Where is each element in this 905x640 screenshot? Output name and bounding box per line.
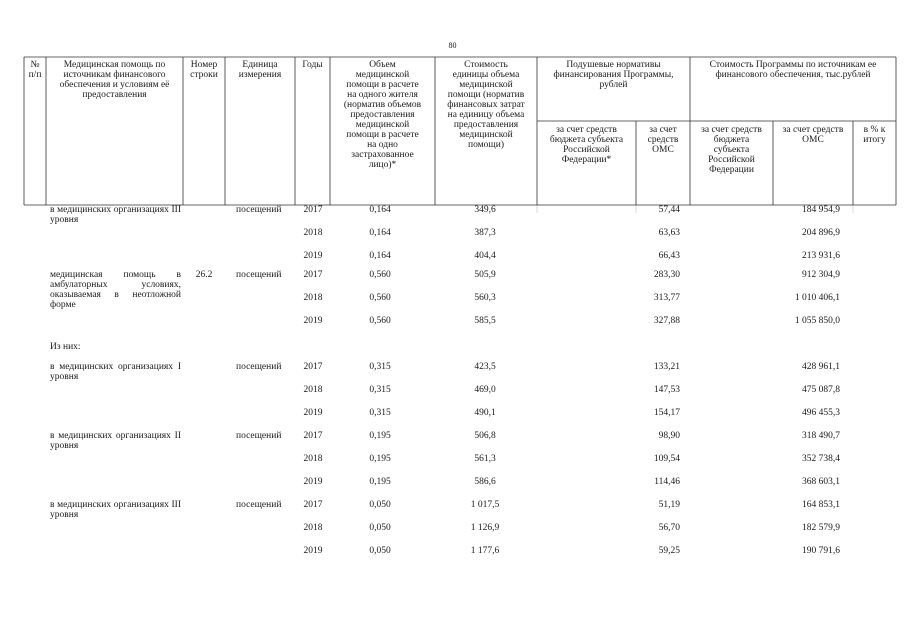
unit-cost-value: 469,0 [474, 385, 496, 395]
row-description: в медицинских организациях III уровня [50, 205, 181, 225]
header-line: помощи) [468, 140, 504, 150]
unit-cost-value: 506,8 [474, 431, 496, 441]
row-number: 26.2 [195, 270, 213, 280]
volume-value: 0,560 [369, 293, 391, 303]
unit-label: посещений [236, 362, 282, 372]
header-line: финансовых затрат [447, 100, 525, 110]
header-program-percent [853, 125, 896, 145]
volume-value: 0,315 [369, 385, 391, 395]
volume-value: 0,050 [369, 500, 391, 510]
header-volume-column [330, 60, 435, 170]
header-line: Стоимость [464, 60, 508, 70]
header-line: единицы объема [452, 70, 520, 80]
header-line: источникам финансового [63, 70, 166, 80]
header-line: в % к [863, 125, 886, 135]
header-per-capita-oms [636, 125, 690, 155]
row-description: в медицинских организациях III уровня [50, 500, 181, 520]
header-line: Подушевые нормативы [566, 60, 661, 70]
header-line: обеспечения и условиям её [59, 80, 170, 90]
header-years-column [295, 60, 330, 70]
unit-cost-value: 404,4 [474, 251, 496, 261]
header-line: бюджета субъекта [549, 135, 624, 145]
volume-value: 0,560 [369, 316, 391, 326]
year-value: 2017 [303, 205, 323, 215]
header-line: Российской [563, 145, 610, 155]
volume-value: 0,315 [369, 408, 391, 418]
program-oms-value: 496 455,3 [802, 408, 840, 418]
unit-label: посещений [236, 205, 282, 215]
header-line: Номер [190, 60, 218, 70]
header-unit-column [225, 60, 295, 80]
oms-per-capita-value: 109,54 [653, 454, 680, 464]
unit-label: посещений [236, 500, 282, 510]
unit-cost-value: 1 017,5 [470, 500, 500, 510]
unit-cost-value: 387,3 [474, 228, 496, 238]
oms-per-capita-value: 57,44 [658, 205, 680, 215]
header-line: средств [647, 135, 679, 145]
unit-cost-value: 505,9 [474, 270, 496, 280]
year-value: 2019 [303, 408, 323, 418]
oms-per-capita-value: 147,53 [653, 385, 680, 395]
oms-per-capita-value: 114,46 [654, 477, 680, 487]
oms-per-capita-value: 313,77 [653, 293, 680, 303]
header-line: медицинской [459, 80, 513, 90]
volume-value: 0,315 [369, 362, 391, 372]
header-line: № [30, 60, 40, 70]
header-line: предоставления [350, 110, 415, 120]
header-line: субъекта [713, 145, 750, 155]
header-line: на одно [367, 140, 398, 150]
header-line: помощи в расчете [346, 80, 419, 90]
year-value: 2019 [303, 546, 323, 556]
header-line: п/п [28, 70, 42, 80]
header-per-capita-budget [537, 125, 636, 165]
row-description: в медицинских организациях II уровня [50, 431, 181, 451]
year-value: 2017 [303, 270, 323, 280]
program-oms-value: 182 579,9 [802, 523, 840, 533]
year-value: 2018 [303, 454, 323, 464]
year-value: 2018 [303, 228, 323, 238]
header-line: Объем [369, 60, 396, 70]
program-oms-value: 1 010 406,1 [794, 293, 840, 303]
year-value: 2019 [303, 251, 323, 261]
year-value: 2019 [303, 316, 323, 326]
header-line: финансирования Программы, [553, 70, 674, 80]
year-value: 2018 [303, 293, 323, 303]
unit-cost-value: 585,5 [474, 316, 496, 326]
header-medical-care-column [46, 60, 183, 100]
header-line: за счет [649, 125, 677, 135]
program-oms-value: 368 603,1 [802, 477, 840, 487]
oms-per-capita-value: 327,88 [653, 316, 680, 326]
unit-cost-value: 561,3 [474, 454, 496, 464]
header-line: Стоимость Программы по источникам ее [709, 60, 877, 70]
header-line: предоставления [82, 90, 147, 100]
year-value: 2018 [303, 523, 323, 533]
header-program-oms [773, 125, 853, 145]
header-line: ОМС [652, 145, 674, 155]
unit-cost-value: 349,6 [474, 205, 496, 215]
header-line: помощи в расчете [346, 130, 419, 140]
header-line: Медицинская помощь по [63, 60, 166, 70]
header-line: на одного жителя [347, 90, 418, 100]
header-line: лицо)* [368, 160, 397, 170]
header-line: рублей [599, 80, 628, 90]
volume-value: 0,195 [369, 431, 391, 441]
header-line: за счет средств [556, 125, 617, 135]
year-value: 2018 [303, 385, 323, 395]
program-oms-value: 475 087,8 [802, 385, 840, 395]
header-line: (норматив объемов [343, 100, 422, 110]
oms-per-capita-value: 66,43 [658, 251, 680, 261]
program-oms-value: 164 853,1 [802, 500, 840, 510]
unit-cost-value: 586,6 [474, 477, 496, 487]
volume-value: 0,164 [369, 228, 391, 238]
oms-per-capita-value: 56,70 [658, 523, 680, 533]
header-unit-cost-column [435, 60, 537, 150]
volume-value: 0,560 [369, 270, 391, 280]
header-program-budget [690, 125, 773, 175]
program-oms-value: 318 490,7 [802, 431, 840, 441]
row-description: в медицинских организациях I уровня [50, 362, 181, 382]
year-value: 2019 [303, 477, 323, 487]
header-line: бюджета [713, 135, 750, 145]
header-per-capita-group [537, 60, 690, 90]
volume-value: 0,050 [369, 546, 391, 556]
volume-value: 0,195 [369, 477, 391, 487]
header-line: медицинской [355, 70, 410, 80]
program-oms-value: 184 954,9 [802, 205, 840, 215]
year-value: 2017 [303, 362, 323, 372]
header-line: Годы [302, 60, 323, 70]
header-line: медицинской [355, 120, 410, 130]
oms-per-capita-value: 59,25 [658, 546, 680, 556]
oms-per-capita-value: 63,63 [658, 228, 680, 238]
unit-cost-value: 1 126,9 [470, 523, 500, 533]
unit-cost-value: 1 177,6 [470, 546, 500, 556]
program-oms-value: 204 896,9 [802, 228, 840, 238]
program-oms-value: 352 738,4 [802, 454, 840, 464]
header-line: помощи (норматив [447, 90, 525, 100]
program-oms-value: 428 961,1 [802, 362, 840, 372]
volume-value: 0,195 [369, 454, 391, 464]
header-line: Федерации* [561, 155, 612, 165]
header-line: на единицу объема [447, 110, 525, 120]
header-line: застрахованное [351, 150, 414, 160]
oms-per-capita-value: 154,17 [653, 408, 680, 418]
header-program-cost-group [690, 60, 896, 80]
header-line: Федерации [709, 165, 754, 175]
unit-cost-value: 423,5 [474, 362, 496, 372]
unit-label: посещений [236, 431, 282, 441]
page-number: 80 [448, 41, 457, 50]
year-value: 2017 [303, 500, 323, 510]
header-line: итогу [863, 135, 886, 145]
header-line: Единица [242, 60, 278, 70]
header-line: предоставления [453, 120, 519, 130]
unit-cost-value: 560,3 [474, 293, 496, 303]
header-line: строки [190, 70, 218, 80]
header-row-number-column [183, 60, 225, 80]
program-oms-value: 190 791,6 [802, 546, 840, 556]
oms-per-capita-value: 98,90 [658, 431, 680, 441]
of-which-label: Из них: [50, 342, 81, 352]
oms-per-capita-value: 133,21 [653, 362, 680, 372]
volume-value: 0,050 [369, 523, 391, 533]
unit-cost-value: 490,1 [474, 408, 496, 418]
program-oms-value: 912 304,9 [802, 270, 840, 280]
program-oms-value: 213 931,6 [802, 251, 840, 261]
header-line: Российской [708, 155, 755, 165]
year-value: 2017 [303, 431, 323, 441]
volume-value: 0,164 [369, 251, 391, 261]
volume-value: 0,164 [369, 205, 391, 215]
header-line: медицинской [459, 130, 513, 140]
program-oms-value: 1 055 850,0 [794, 316, 840, 326]
header-line: за счет средств [701, 125, 762, 135]
header-line: за счет средств [782, 125, 844, 135]
header-line: финансового обеспечения, тыс.рублей [715, 70, 871, 80]
header-number-column [24, 60, 46, 80]
row-description: медицинская помощь в амбулаторных условиях, оказываемая в неотложной форме [50, 270, 181, 310]
oms-per-capita-value: 51,19 [658, 500, 680, 510]
header-line: ОМС [802, 135, 824, 145]
oms-per-capita-value: 283,30 [653, 270, 680, 280]
header-line: измерения [238, 70, 282, 80]
unit-label: посещений [236, 270, 282, 280]
